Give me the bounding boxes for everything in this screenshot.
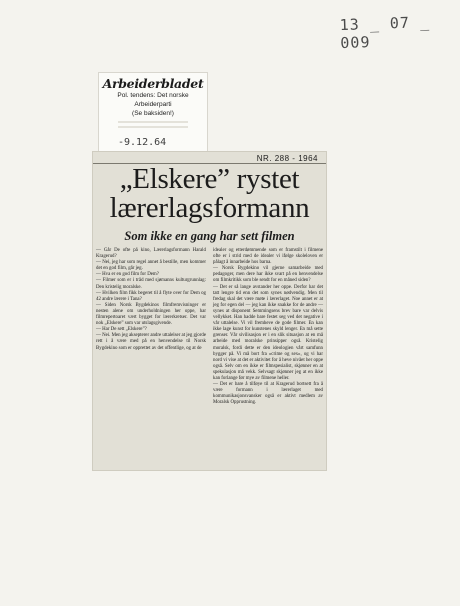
paragraph: idealer og etterdømmende som er framstilt i filmene ofte er i strid med de idealer vi ifølge skoleloven er pålagt å innarbeide hos barna. <box>213 248 323 266</box>
paragraph: — Det er bare å tilføye til at Kragerud bortsett fra å være formann i lærerlaget med kommunikasjonsvansker også er aktivt medlem av Moralsk Opprustning. <box>213 382 323 406</box>
political-tendency-line-2: Arbeiderparti <box>134 101 172 108</box>
paragraph: — Har De sett „Elskere”? <box>96 327 147 333</box>
issue-number: NR. 288 - 1964 <box>256 154 318 163</box>
newspaper-clipping <box>93 152 326 470</box>
paragraph: — Siden Norsk Bygdekinos filmfremvisninger er nesten alene om underholdningen her oppe, har filmrepertoaret vært bygget for lærerkretser. Det var nok „Elskere” som var utslagsgivende. <box>96 302 206 327</box>
date-stamp: -9.12.64 <box>118 137 167 148</box>
article-column-right <box>213 248 323 406</box>
political-tendency-line-1: Pol. tendens: Det norske <box>117 92 189 99</box>
faint-stamp-line <box>118 126 188 128</box>
paragraph: — Det er så lange avstander her oppe. Derfor har det tatt lengre tid enn det som synes nødvendig. Men til fredag skal det være møte i lærerlaget. Noe annet er at jeg for egen del — jeg kan ikke snakke for de andre — synes at disponent Semmingsens brev bare var delvis vellykket. Han hadde bare festet seg ved det negative i vår uttalelse. Vi vil fremheve de gode filmer. En kan ikke lage kunst for kunstenes skyld lenger. En må sette grenser. Vår sivilisasjon er i en slik situasjon at en må arbeide med moralske prinsipper også. Kristelig moralsk, fordi dette er den ideologien vårt samfunn bygger på. Vi må bort fra «crime og sex», og vi har nord vi vise at det er aktivitet for å heve nivået her oppe også. Selv om en ikke er filmspesialist, skjønner en at spekulasjon må vekk. Selvsagt skjønner jeg at en ikke kan forlange før mye av filmene heller. <box>213 284 323 381</box>
newspaper-name: Arbeiderbladet <box>102 76 204 91</box>
faint-stamp-line <box>118 121 188 123</box>
headline-line-2: lærerlagsformann <box>109 192 310 224</box>
archive-reference-number: 13 _ 07 _ 009 <box>339 12 431 53</box>
paragraph: — Nei. Men jeg aksepterer andre uttalelser at jeg gjorde rett i å være med på en henvendelse til Norsk Bygdekino som er opprettet av det offentlige, og at de <box>96 333 206 351</box>
paragraph: — Hvilken film fikk begeret til å flyte over for Dem og 42 andre lærere i Tana? <box>96 290 206 302</box>
article-column-left <box>96 248 206 352</box>
paragraph: — Norsk Bygdekino vil gjerne samarbeide med pedagoger, men dere har ikke svart på en henvendelse om filmkritikk som ble sendt for en måned siden? <box>213 266 323 284</box>
paragraph: — Går De ofte på kino, Lærerlagsformann Harald Kragerud? <box>96 248 206 260</box>
headline <box>97 165 322 223</box>
paragraph: — Filmer som er i tråd med sjømanns kulturgrunnlag: Den kristelig moralske. <box>96 278 206 290</box>
headline-line-1: „Elskere” rystet <box>119 163 300 195</box>
political-tendency-line-3: (Se baksiden!) <box>132 110 174 117</box>
paragraph: — Hva er en god film for Dem? <box>96 272 159 278</box>
paragraph: — Nei, jeg har som regel annet å bestille, men kommer det en god film, går jeg. <box>96 260 206 272</box>
subheadline: Som ikke en gang har sett filmen <box>124 229 295 243</box>
